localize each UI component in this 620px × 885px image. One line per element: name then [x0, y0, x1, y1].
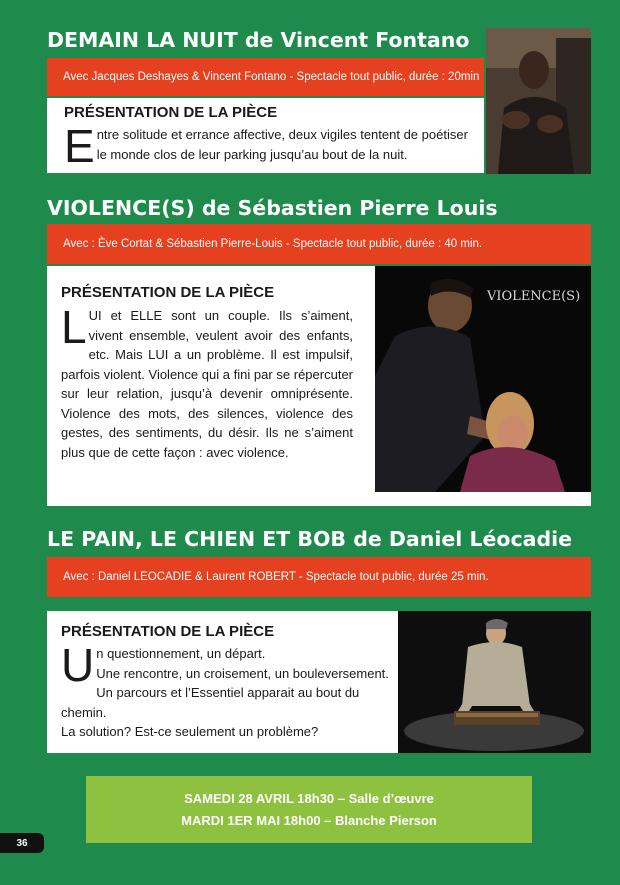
section-1-credits: Avec Jacques Deshayes & Vincent Fontano - Spectacle tout public, durée : 20min	[47, 58, 484, 96]
section-3-title: LE PAIN, LE CHIEN ET BOB de Daniel Léocadie	[47, 527, 573, 551]
performance-dates	[86, 776, 532, 843]
section-2-presentation-heading: PRÉSENTATION DE LA PIÈCE	[61, 284, 275, 301]
section-2-presentation	[47, 266, 591, 506]
section-1-presentation	[47, 98, 484, 173]
section-2-title: VIOLENCE(S) de Sébastien Pierre Louis	[47, 196, 498, 220]
section-1-title: DEMAIN LA NUIT de Vincent Fontano	[47, 28, 470, 52]
section-2-photo	[375, 266, 591, 492]
date-line-2: MARDI 1ER MAI 18h00 – Blanche Pierson	[181, 812, 437, 828]
section-3-line-3: Un parcours et l’Essentiel apparait au bout du chemin.	[61, 685, 360, 720]
section-3-photo	[398, 611, 591, 753]
page-number: 36	[0, 833, 44, 853]
section-2-dropcap: L	[61, 301, 87, 353]
date-line-1: SAMEDI 28 AVRIL 18h30 – Salle d’œuvre	[184, 790, 434, 806]
section-3-body	[61, 639, 396, 742]
section-3-line-1: n questionnement, un départ.	[96, 646, 266, 661]
section-1-body: Entre solitude et errance affective, deux vigiles tentent de poétiser le monde clos de leur parking jusqu’au bout de la nuit.	[64, 120, 468, 172]
section-3-line-2: Une rencontre, un croisement, un bouleversement.	[96, 665, 389, 681]
section-1-presentation-heading: PRÉSENTATION DE LA PIÈCE	[64, 104, 278, 121]
section-3-dropcap: U	[61, 639, 95, 691]
violence-photo-caption: VIOLENCE(S)	[487, 289, 581, 304]
section-3-presentation-heading: PRÉSENTATION DE LA PIÈCE	[61, 623, 275, 640]
section-1-dropcap: E	[64, 120, 95, 172]
section-3-credits: Avec : Daniel LEOCADIE & Laurent ROBERT - Spectacle tout public, durée 25 min.	[47, 557, 591, 597]
section-2-body: LUI et ELLE sont un couple. Ils s’aiment, vivent ensemble, veulent avoir des enfants, etc. Mais LUI a un problème. Il est impulsif, parfois violent. Violence qui a fini par se répercuter sur leur relation, jusqu’à devenir omniprésente. Violence des mots, des silences, violence des gestes, des sentiments, du désir. Ils ne s’aiment plus que de cette façon : avec violence.	[61, 301, 353, 460]
section-3-presentation	[47, 611, 398, 753]
section-3-line-4: La solution? Est-ce seulement un problème?	[61, 724, 319, 739]
section-2-credits: Avec : Ève Cortat & Sébastien Pierre-Louis - Spectacle tout public, durée : 40 min.	[47, 224, 591, 264]
section-1-photo	[486, 28, 591, 174]
